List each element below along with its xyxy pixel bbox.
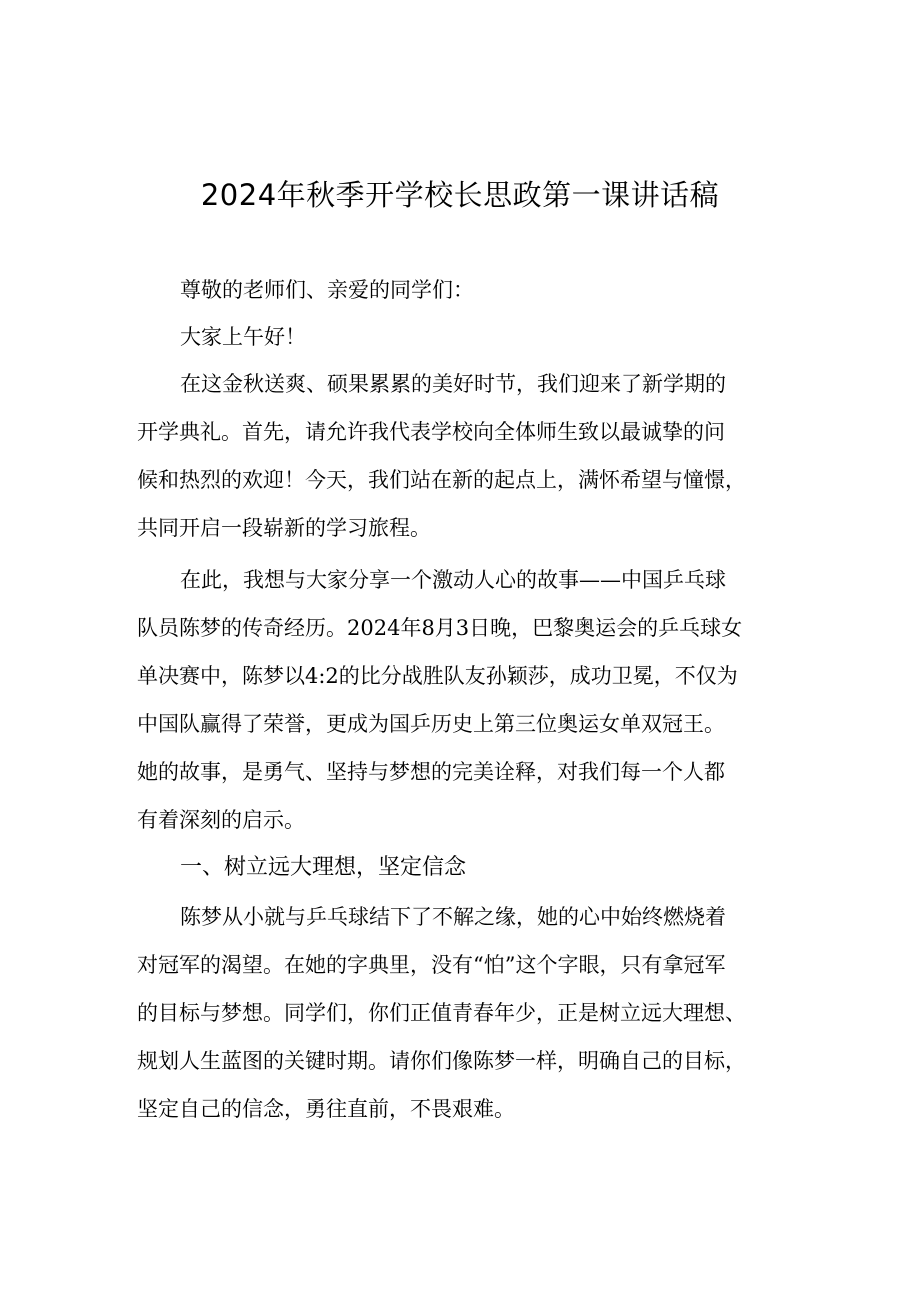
paragraph-line: 陈梦从小就与乒乓球结下了不解之缘，她的心中始终燃烧着: [180, 905, 726, 929]
greeting: 大家上午好！: [180, 325, 306, 349]
document-title: 2024年秋季开学校长思政第一课讲话稿: [200, 178, 720, 212]
paragraph-line: 中国队赢得了荣誉，更成为国乒历史上第三位奥运女单双冠王。: [137, 712, 725, 736]
paragraph-line: 的目标与梦想。同学们，你们正值青春年少，正是树立远大理想、: [137, 1001, 746, 1025]
paragraph-line: 候和热烈的欢迎！今天，我们站在新的起点上，满怀希望与憧憬，: [137, 468, 746, 492]
paragraph-line: 坚定自己的信念，勇往直前，不畏艰难。: [137, 1097, 515, 1121]
paragraph-line: 开学典礼。首先，请允许我代表学校向全体师生致以最诚挚的问: [137, 420, 725, 444]
paragraph-line: 单决赛中，陈梦以4:2的比分战胜队友孙颖莎，成功卫冕，不仅为: [137, 664, 738, 688]
paragraph-line: 共同开启一段崭新的学习旅程。: [137, 516, 431, 540]
paragraph-line: 在此，我想与大家分享一个激动人心的故事——中国乒乓球: [180, 568, 726, 592]
paragraph-line: 规划人生蓝图的关键时期。请你们像陈梦一样，明确自己的目标，: [137, 1049, 746, 1073]
paragraph-line: 队员陈梦的传奇经历。2024年8月3日晚，巴黎奥运会的乒乓球女: [137, 616, 743, 640]
paragraph-line: 对冠军的渴望。在她的字典里，没有“怕”这个字眼，只有拿冠军: [137, 953, 726, 977]
paragraph-line: 有着深刻的启示。: [137, 808, 305, 832]
salutation: 尊敬的老师们、亲爱的同学们：: [180, 278, 474, 302]
paragraph-line: 她的故事，是勇气、坚持与梦想的完美诠释，对我们每一个人都: [137, 760, 725, 784]
paragraph-line: 在这金秋送爽、硕果累累的美好时节，我们迎来了新学期的: [180, 372, 726, 396]
section-heading: 一、树立远大理想，坚定信念: [180, 855, 467, 880]
